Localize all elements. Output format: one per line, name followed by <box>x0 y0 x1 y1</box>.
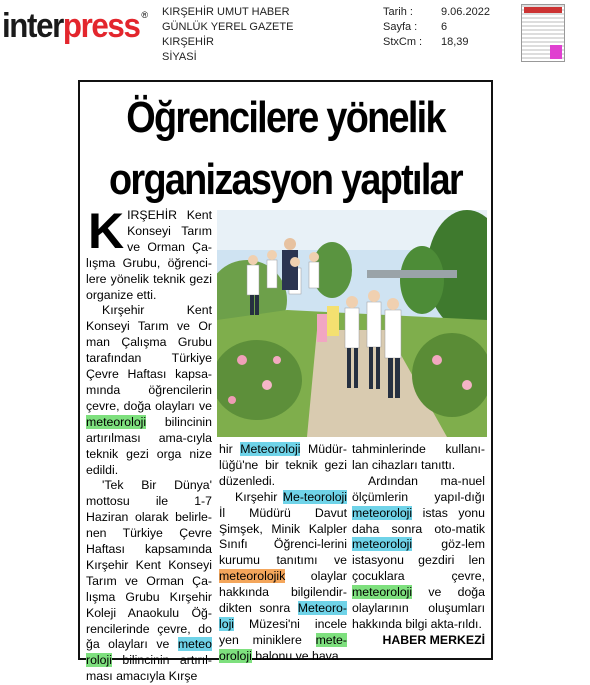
keyword-highlight: meteo <box>177 637 212 652</box>
meta-page-row: Sayfa : 6 <box>383 21 448 33</box>
interpress-logo <box>2 6 148 50</box>
keyword-highlight: Me-teoroloji <box>282 489 347 504</box>
meta-stxcm-row: StxCm : 18,39 <box>383 36 469 48</box>
publication-info <box>162 5 293 65</box>
keyword-highlight: Meteoro-loji <box>219 601 347 631</box>
publication-name: KIRŞEHİR UMUT HABER <box>162 6 290 18</box>
publication-type: GÜNLÜK YEREL GAZETE <box>162 21 294 33</box>
dropcap-letter: K <box>88 208 125 259</box>
page-thumbnail[interactable] <box>521 4 565 62</box>
keyword-highlight: Meteoroloji <box>240 442 301 456</box>
article-photo <box>217 210 487 437</box>
children-garden-photo <box>217 210 487 437</box>
meta-date-row: Tarih : 9.06.2022 <box>383 6 490 18</box>
article-column-2: hir Meteoroloji Müdür-lüğü'ne bir teknik gezi düzenledi. Kırşehir Me-teoroloji İl Müdürü Davut Şimşek, Minik Kalpler Sınıfı Öğrenci-lerini kurumu tanıtımı ve meteorolojik olaylar hakkında bilgilendir-dikten sonra Meteoro-loji Müzesi'ni incele yen miniklere mete-oroloji balonu ve hava <box>219 442 347 663</box>
publication-category: SİYASİ <box>162 51 197 63</box>
headline-line-2: organizasyon yaptılar <box>109 155 462 204</box>
keyword-highlight: mete-oroloji <box>219 632 347 663</box>
author-signature: HABER MERKEZİ <box>382 632 485 647</box>
clipping-meta <box>383 5 490 50</box>
registered-mark: ® <box>141 10 149 20</box>
news-clipping <box>78 80 493 684</box>
headline-line-1: Öğrencilere yönelik <box>126 93 445 142</box>
keyword-highlight: meteoroloji <box>352 537 413 552</box>
publication-city: KIRŞEHİR <box>162 36 214 48</box>
keyword-highlight: meteorolojik <box>219 569 286 584</box>
article-column-1: KIRŞEHİR Kent Konseyi Tarım ve Orman Ça-lışma Grubu, öğrenci-lere yönelik teknik gezi organize etti. Kırşehir Kent Konseyi Tarım ve Or man Çalışma Grubu tarafından Türkiye Çevre Haftası kapsa-mında öğrencilerin çevre, doğa olayları ve meteoroloji bilincinin artırılması ama-cıyla teknik gezi orga nize edildi. 'Tek Bir Dünya' mottosu ile 1-7 Haziran olarak belirle-nen Türkiye Çevre Haftası kapsamında Kırşehir Kent Konseyi Tarım ve Orman Ça-lışma Grubu Kırşehir Koleji Anaokulu Öğ-rencilerinde çevre, do ğa olayları ve meteo roloji bilincinin artırıl-ması amacıyla Kırşe <box>86 208 212 684</box>
article-column-3: tahminlerinde kullanı-lan cihazları tanıttı. Ardından ma-nuel ölçümlerin yapıl-dığı meteoroloji istas yonu daha sonra oto-matik meteoroloji göz-lem istasyonu gezdiri len çocuklara çevre, meteoroloji ve doğa olaylarının oluşumları hakkında bilgi akta-rıldı. HABER MERKEZİ <box>352 442 485 647</box>
keyword-highlight: meteoroloji <box>352 585 413 600</box>
logo-wordmark: interpress <box>2 7 140 45</box>
keyword-highlight: meteoroloji <box>86 414 147 429</box>
keyword-highlight: meteoroloji <box>352 505 413 520</box>
keyword-highlight: roloji <box>86 653 112 668</box>
